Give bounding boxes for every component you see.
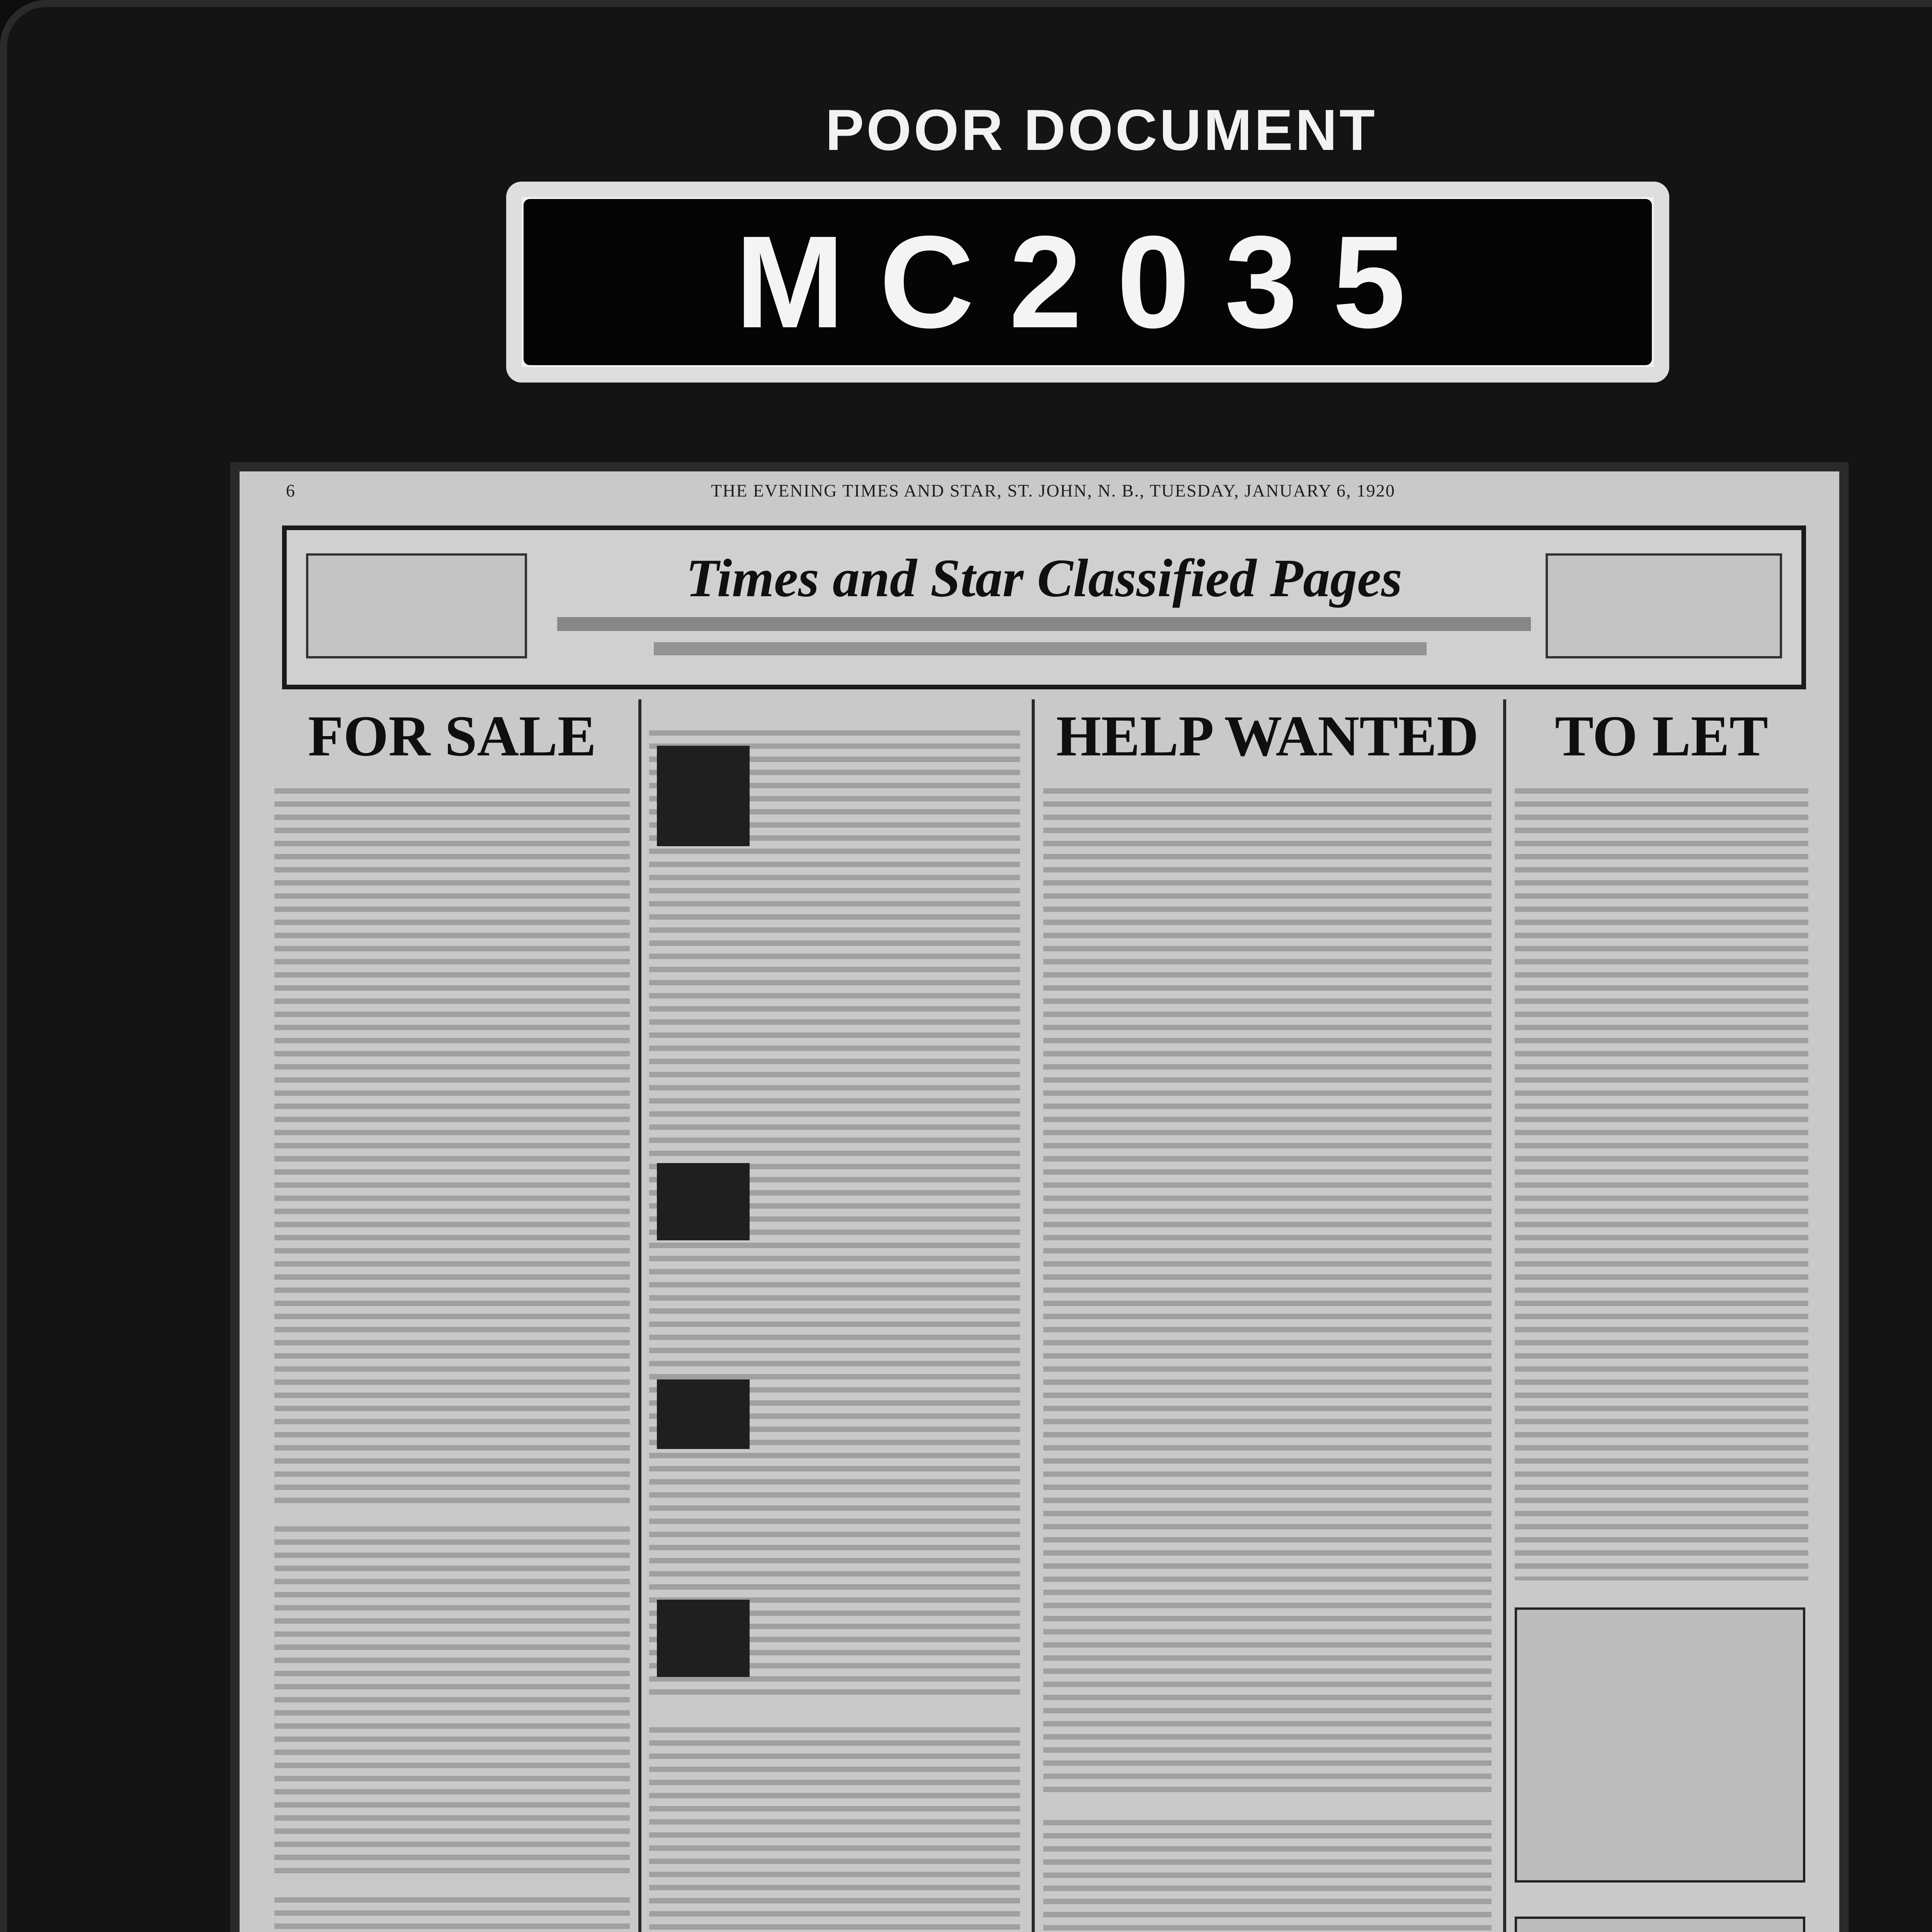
- property-listings: [274, 1897, 630, 1932]
- column-auctions: [641, 699, 1028, 1932]
- help-wanted-listings: [1043, 788, 1492, 1793]
- page-number: 6: [286, 481, 295, 500]
- auctioneer-flag-ad: [657, 1379, 750, 1449]
- banner-notice-right: [1546, 553, 1782, 658]
- column-for-sale: [267, 699, 638, 1932]
- auctioneer-flag-ad: [657, 1600, 750, 1677]
- banner-subline: [557, 617, 1531, 631]
- banner-notice-left: [306, 553, 527, 658]
- page-header: [286, 479, 1793, 502]
- to-let-listings: [1515, 788, 1808, 1580]
- classified-banner: [282, 526, 1806, 689]
- auctioneer-flag-ad: [657, 746, 750, 846]
- lost-and-found-listings: [1043, 1820, 1492, 1932]
- section-heading-for-sale: FOR SALE: [308, 704, 596, 768]
- column-rule: [1032, 699, 1035, 1932]
- coal-ad: [1515, 1607, 1805, 1883]
- section-heading-to-let: TO LET: [1555, 704, 1768, 768]
- real-estate-listings: [274, 1526, 630, 1874]
- banner-rates-line: [654, 642, 1427, 655]
- masthead-line: THE EVENING TIMES AND STAR, ST. JOHN, N. B., TUESDAY, JANUARY 6, 1920: [711, 481, 1395, 500]
- poor-document-label: POOR DOCUMENT: [825, 97, 1377, 162]
- section-heading-help-wanted: HELP WANTED: [1056, 704, 1479, 768]
- column-to-let: [1507, 699, 1816, 1932]
- auctioneer-flag-ad: [657, 1163, 750, 1240]
- column-rule: [638, 699, 641, 1932]
- banner-title: Times and Star Classified Pages: [686, 548, 1402, 608]
- reel-id-label: [506, 182, 1669, 383]
- column-help-wanted: [1036, 699, 1499, 1932]
- newspaper-page: [240, 471, 1839, 1932]
- who-pays-ad: [1515, 1917, 1805, 1932]
- column-rule: [1503, 699, 1506, 1932]
- for-sale-listings: [274, 788, 630, 1503]
- reel-id-text: MC2035: [524, 199, 1652, 365]
- horses-and-household-listings: [649, 1727, 1020, 1932]
